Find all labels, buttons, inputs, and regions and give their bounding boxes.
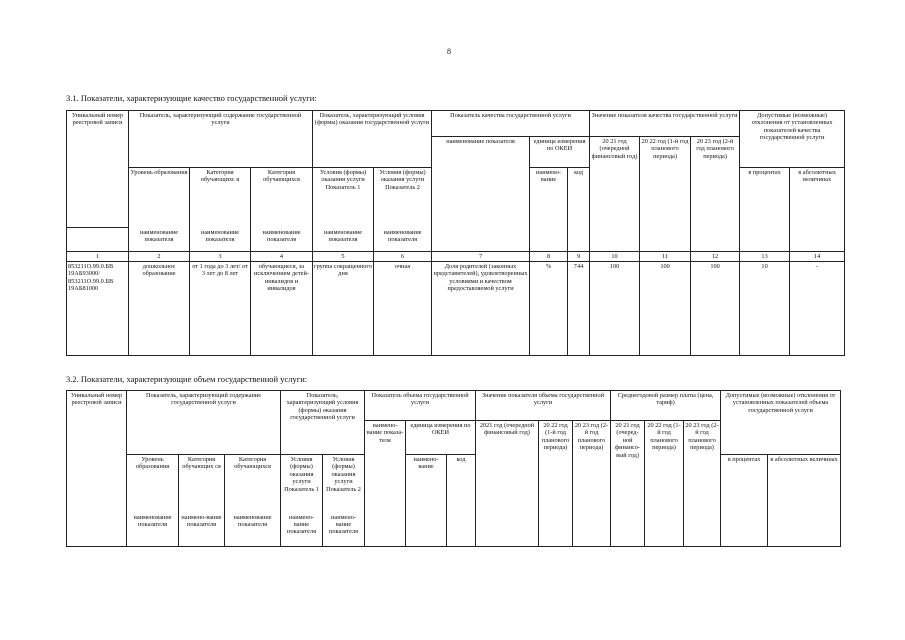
- deviation-percent-header: в процентах: [740, 168, 790, 252]
- column-number: 3: [190, 252, 251, 262]
- empty-cell: [67, 228, 129, 252]
- column-number: 7: [432, 252, 530, 262]
- education-level-header: Уровень образования: [127, 455, 179, 513]
- column-number: 5: [313, 252, 374, 262]
- student-category-header-2: Категория обучающихся: [251, 168, 313, 228]
- conditions-indicator-header: Показатель, характеризующий условия (формы) оказания государственной услуги: [313, 111, 432, 137]
- content-indicator-header: Показатель, характеризующий содержание государственной услуги: [129, 111, 313, 137]
- indicator-name-label: наименование показателя: [129, 228, 190, 252]
- price-header: Среднегодовой размер платы (цена, тариф): [611, 391, 721, 421]
- indicator-name-label: наименование показателя: [225, 513, 281, 547]
- column-number: 11: [640, 252, 691, 262]
- student-category-header-1: Категория обучающих ся: [179, 455, 225, 513]
- deviation-header: Допустимые (возможные) отклонения от установленных показателей качества государственной услуги: [740, 111, 845, 168]
- conditions-indicator-header: Показатель, характеризующий условия (формы) оказания государственной услуги: [281, 391, 365, 455]
- content-indicator-header: Показатель, характеризующий содержание государственной услуги: [127, 391, 281, 421]
- volume-indicators-table: [66, 390, 841, 547]
- column-number: 4: [251, 252, 313, 262]
- year-2023-header: 20 23 год (2-й год планового периода): [691, 137, 740, 252]
- conditions-indicator-2-header: Условия (формы) оказания услуги Показатель 2: [374, 168, 432, 228]
- value-2023: 100: [691, 262, 740, 356]
- value-2021: 100: [590, 262, 640, 356]
- unique-number-header: Уникальный номер реестровой записи: [67, 111, 129, 228]
- service-condition-1: группа сокращенного дня: [313, 262, 374, 356]
- service-condition-2: очная: [374, 262, 432, 356]
- registry-code: 853211О.99.0.БВ 19АБ93000/ 853211О.99.0.БВ 19АБ81000: [67, 262, 129, 356]
- indicator-name-label: наимено-вание показателя: [323, 513, 365, 547]
- conditions-indicator-1-header: Условия (формы) оказания услуги Показатель 1: [313, 168, 374, 228]
- column-number: 6: [374, 252, 432, 262]
- education-level: дошкольное образование: [129, 262, 190, 356]
- deviation-header: Допустимые (возможные) отклонения от установленных показателей объема государственной услуги: [721, 391, 841, 455]
- student-age-category: от 1 года до 3 лет/ от 3 лет до 8 лет: [190, 262, 251, 356]
- column-number: 12: [691, 252, 740, 262]
- conditions-indicator-1-header: Условия (формы) оказания услуги Показатель 1: [281, 455, 323, 513]
- unit-name-header: наимено-вание: [530, 168, 568, 252]
- column-number: 14: [790, 252, 845, 262]
- page-number: 8: [447, 47, 451, 56]
- indicator-name-label: наимено-вание показателя: [179, 513, 225, 547]
- volume-year-2021-header: 2021 год (очередной финансовый год): [476, 421, 539, 547]
- quality-values-header: Значение показателя качества государственной услуги: [590, 111, 740, 137]
- unit-name-header: наимено-вание: [406, 455, 447, 547]
- deviation-percent-header: в процентах: [721, 455, 768, 547]
- section-3-1-heading: 3.1. Показатели, характеризующие качество государственной услуги:: [66, 93, 317, 103]
- indicator-name-header: наимено-вание показа-теля: [365, 421, 406, 547]
- deviation-absolute-header: в абсолютных величинах: [790, 168, 845, 252]
- unique-number-header: Уникальный номер реестровой записи: [67, 391, 127, 547]
- price-year-2023-header: 20 23 год (2-й год планового периода): [684, 421, 721, 547]
- price-year-2022-header: 20 22 год (1-й год планового периода): [645, 421, 684, 547]
- column-number: 2: [129, 252, 190, 262]
- indicator-name-label: наименование показателя: [190, 228, 251, 252]
- year-2022-header: 20 22 год (1-й год планового периода): [640, 137, 691, 252]
- volume-year-2022-header: 20 22 год (1-й год планового периода): [539, 421, 573, 547]
- unit-okei-header: единица измерения по ОКЕИ: [530, 137, 590, 168]
- indicator-name-label: наименование показателя: [374, 228, 432, 252]
- deviation-percent: 10: [740, 262, 790, 356]
- column-number: 9: [568, 252, 590, 262]
- unit-code-header: код: [447, 455, 476, 547]
- student-category-header-2: Категория обучающихся: [225, 455, 281, 513]
- value-2022: 100: [640, 262, 691, 356]
- price-year-2021-header: 20 21 год (очеред-ной финансо-вый год): [611, 421, 645, 547]
- deviation-absolute: -: [790, 262, 845, 356]
- volume-indicator-header: Показатель объема государственной услуги: [365, 391, 476, 421]
- indicator-name-label: наименование показателя: [313, 228, 374, 252]
- indicator-name-label: наимено-вание показателя: [281, 513, 323, 547]
- column-number: 8: [530, 252, 568, 262]
- volume-values-header: Значение показателя объема государственной услуги: [476, 391, 611, 421]
- content-indicator-spacer: [127, 421, 281, 455]
- indicator-name-header: наименование показателя: [432, 137, 530, 252]
- education-level-header: Уровень образования: [129, 168, 190, 228]
- year-2021-header: 20 21 год (очередной финансовый год): [590, 137, 640, 252]
- unit-code-header: код: [568, 168, 590, 252]
- deviation-absolute-header: в абсолютных величинах: [768, 455, 841, 547]
- quality-indicators-table: [66, 110, 845, 356]
- conditions-indicator-2-header: Условия (формы) оказания услуги Показатель 2: [323, 455, 365, 513]
- indicator-name-label: наименование показателя: [127, 513, 179, 547]
- student-category-header-1: Категория обучающихс я: [190, 168, 251, 228]
- unit-code: 744: [568, 262, 590, 356]
- column-number: 1: [67, 252, 129, 262]
- volume-year-2023-header: 20 23 год (2-й год планового периода): [573, 421, 611, 547]
- quality-indicator-header: Показатель качества государственной услуги: [432, 111, 590, 137]
- section-3-2-heading: 3.2. Показатели, характеризующие объем государственной услуги:: [66, 374, 308, 384]
- quality-indicator-name: Доля родителей (законных представителей), удовлетворенных условиями и качеством предоставляемой услуги: [432, 262, 530, 356]
- unit-okei-header: единица измерения по ОКЕИ: [406, 421, 476, 455]
- column-number: 10: [590, 252, 640, 262]
- indicator-name-label: наименование показателя: [251, 228, 313, 252]
- student-category: обучающиеся, за исключением детей-инвалидов и инвалидов: [251, 262, 313, 356]
- column-number: 13: [740, 252, 790, 262]
- conditions-indicator-spacer: [313, 137, 432, 168]
- unit-name: %: [530, 262, 568, 356]
- content-indicator-spacer: [129, 137, 313, 168]
